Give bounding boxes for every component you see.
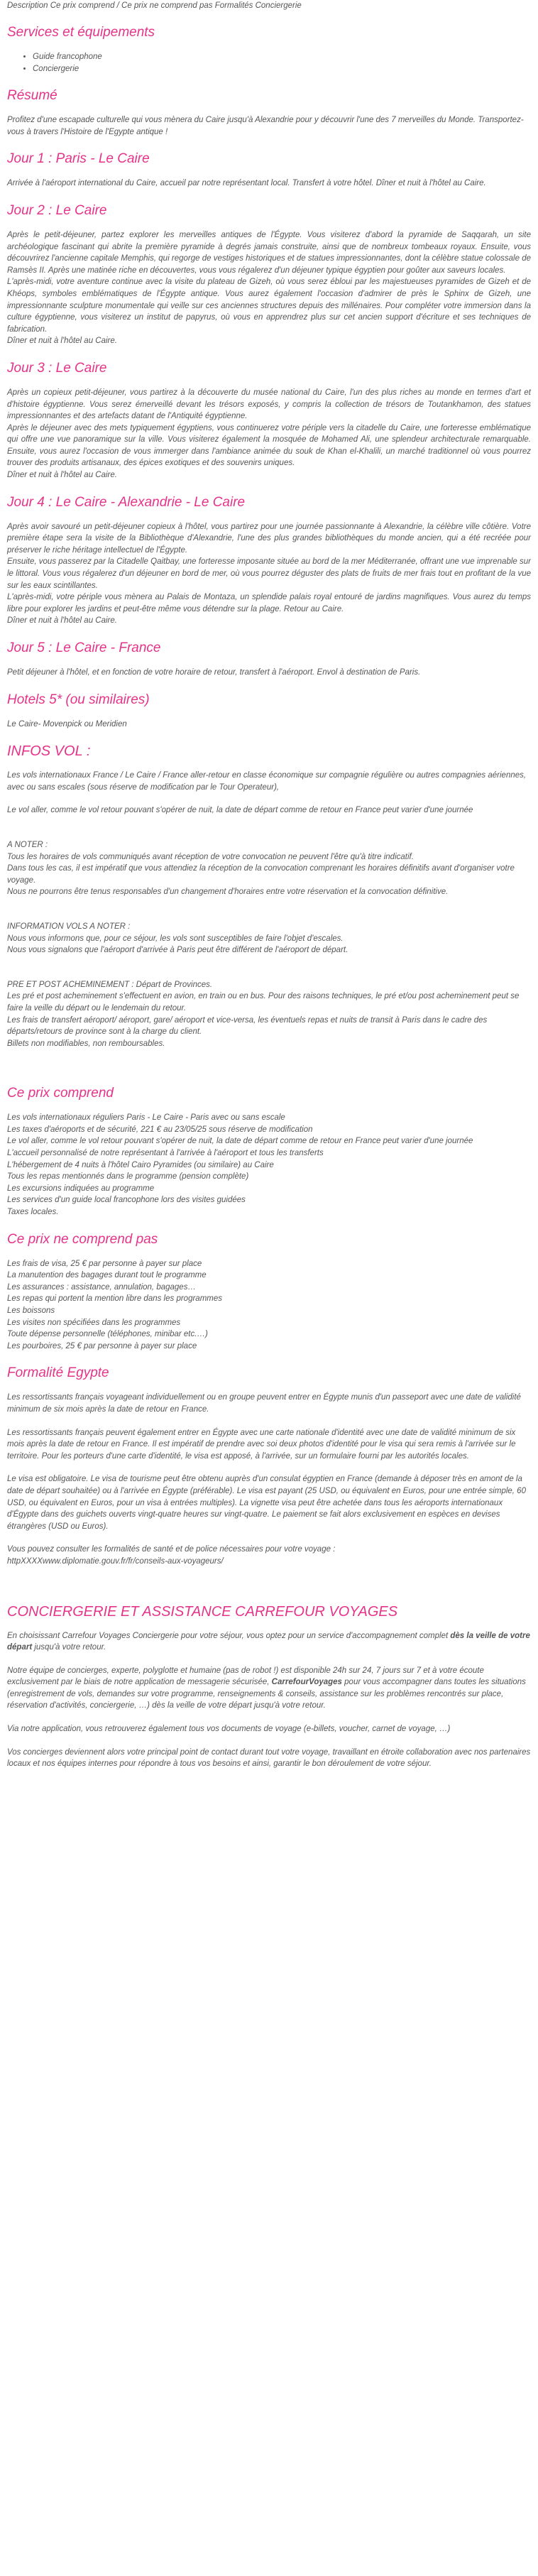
day1-heading: Jour 1 : Paris - Le Caire	[7, 151, 150, 167]
conciergerie-emphasis: dès la veille de votre départ	[7, 1631, 530, 1652]
conciergerie-heading: CONCIERGERIE ET ASSISTANCE CARREFOUR VOYAGES	[7, 1603, 398, 1620]
hotels-heading: Hotels 5* (ou similaires)	[7, 692, 150, 707]
day2-text: Après le petit-déjeuner, partez explorer les merveilles antiques de l'Égypte. Vous visiterez d'abord la pyramide de Saqqarah, un site archéologique fascinant qui abrite la première pyramide à degrés jamais construite, ainsi que de nombreux tombeaux royaux. Ensuite, vous découvrirez l'ancienne capitale Memphis, qui regorge de vestiges historiques et de statues impressionnantes, dont la célèbre statue colossale de Ramsès II. Après une matinée riche en découvertes, vous vous régalerez d'un déjeuner typique égyptien pour goûter aux saveurs locales. L'après-midi, votre aventure continue avec la visite du plateau de Gizeh, où vous serez ébloui par les majestueuses pyramides de Gizeh et de Khéops, symboles emblématiques de l'Égypte antique. Vous aurez également l'occasion d'admirer de près le Sphinx de Gizeh, une impressionnante sculpture monumentale qui veille sur ces anciennes structures depuis des millénaires. Pour compléter votre immersion dans la culture égyptienne, vous visiterez un institut de papyrus, où vous en apprendrez plus sur cet ancien support d'écriture et ses techniques de fabrication. Dîner et nuit à l'hôtel au Caire.	[7, 230, 531, 346]
day3-heading: Jour 3 : Le Caire	[7, 360, 107, 376]
infos-vol-text: Le vol aller, comme le vol retour pouvant s'opérer de nuit, la date de départ comme de retour en France peut varier d'une journée	[7, 806, 473, 815]
prix-ne-comprend-heading: Ce prix ne comprend pas	[7, 1231, 158, 1247]
day1-text: Arrivée à l'aéroport international du Caire, accueil par notre représentant local. Transfert à votre hôtel. Dîner et nuit à l'hôtel au Caire.	[7, 179, 486, 188]
services-item: • Guide francophone	[33, 51, 531, 63]
pre-post-acheminement-text: PRE ET POST ACHEMINEMENT : Départ de Provinces. Les pré et post acheminement s'effectuent en avion, en train ou en bus. Pour des raisons techniques, le pré et/ou post acheminement peut se faire la veille du départ ou le lendemain du retour. Les frais de transfert aéroport/ aéroport, gare/ aéroport et vice-versa, les éventuels repas et nuits de transit à Paris dans le cadre des départs/retours de province sont à la charge du client. Billets non modifiables, non remboursables.	[7, 980, 520, 1048]
formalite-text: Les ressortissants français peuvent également entrer en Égypte avec une carte nationale d'identité avec une date de validité minimum de six mois après la date de retour en France. Il est impératif de prendre avec soi deux photos d'identité pour le visa qui sera remis à l'arrivée sur le territoire. Pour les porteurs d'une carte d'identité, le visa est apposé, à l'arrivée, sur un formulaire fourni par les autorités locales.	[7, 1428, 516, 1461]
formalite-heading: Formalité Egypte	[7, 1365, 109, 1381]
conciergerie-text: En choisissant Carrefour Voyages Conciergerie pour votre séjour, vous optez pour un service d'accompagnement complet dès la veille de votre départ jusqu'à votre retour.	[7, 1631, 530, 1652]
prix-comprend-heading: Ce prix comprend	[7, 1086, 114, 1101]
day5-heading: Jour 5 : Le Caire - France	[7, 640, 161, 655]
conciergerie-text: Notre équipe de concierges, experte, polyglotte et humaine (pas de robot !) est disponible 24h sur 24, 7 jours sur 7 et à votre écoute exclusivement par le biais de notre application de messagerie sécurisée, CarrefourVoyages pour vous accompagner dans toutes les situations (enregistrement de vols, demandes sur votre programme, renseignements & conseils, assistance sur les problèmes rencontrés sur place, réservation d'activités, conciergerie, …) dès la veille de votre départ jusqu'à votre retour.	[7, 1666, 526, 1710]
services-list	[7, 51, 531, 75]
prix-comprend-text: Les vols internationaux réguliers Paris - Le Caire - Paris avec ou sans escale Les taxes d'aéroports et de sécurité, 221 € au 23/05/25 sous réserve de modification Le vol aller, comme le vol retour pouvant s'opérer de nuit, la date de départ comme de retour en France peut varier d'une journée L'accueil personnalisé de notre représentant à l'arrivée à l'aéroport et tous les transferts L'hébergement de 4 nuits à l'hôtel Cairo Pyramides (ou similaire) au Caire Tous les repas mentionnés dans le programme (pension complète) Les excursions indiquées au programme Les services d'un guide local francophone lors des visites guidées Taxes locales.	[7, 1113, 473, 1217]
conciergerie-app-name: CarrefourVoyages	[271, 1678, 342, 1687]
day3-text: Après un copieux petit-déjeuner, vous partirez à la découverte du musée national du Caire, l'un des plus riches au monde en termes d'art et d'histoire égyptienne. Vous serez émerveillé devant les trésors exposés, y compris la collection de trésors de Toutankhamon, des statues impressionnantes et des artefacts datant de l'Antiquité égyptienne. Après le déjeuner avec des mets typiquement égyptiens, vous continuerez votre périple vers la citadelle du Caire, une forteresse emblématique qui offre une vue panoramique sur la ville. Vous visiterez également la mosquée de Mohamed Ali, une splendeur architecturale remarquable. Ensuite, vous aurez l'occasion de vous immerger dans l'ambiance animée du souk de Khan el-Khalili, un marché traditionnel où vous pourrez trouver des produits artisanaux, des épices exotiques et des souvenirs uniques. Dîner et nuit à l'hôtel au Caire.	[7, 388, 531, 480]
day2-heading: Jour 2 : Le Caire	[7, 202, 107, 218]
day4-heading: Jour 4 : Le Caire - Alexandrie - Le Caire	[7, 494, 246, 510]
resume-heading: Résumé	[7, 88, 57, 104]
prix-ne-comprend-text: Les frais de visa, 25 € par personne à payer sur place La manutention des bagages durant tout le programme Les assurances : assistance, annulation, bagages… Les repas qui portent la mention libre dans les programmes Les boissons Les visites non spécifiées dans les programmes Toute dépense personnelle (téléphones, minibar etc.…) Les pourboires, 25 € par personne à payer sur place	[7, 1259, 222, 1350]
resume-text: Profitez d'une escapade culturelle qui vous mènera du Caire jusqu'à Alexandrie pour y découvrir l'une des 7 merveilles du Monde. Transportez-vous à travers l'Histoire de l'Egypte antique !	[7, 116, 524, 136]
description-line: Description Ce prix comprend / Ce prix ne comprend pas Formalités Conciergerie	[7, 1, 302, 10]
hotels-text: Le Caire- Movenpick ou Meridien	[7, 719, 127, 728]
services-item: • Conciergerie	[33, 63, 531, 75]
formalite-text: Le visa est obligatoire. Le visa de tourisme peut être obtenu auprès d'un consulat égyptien en France (demande à déposer très en amont de la date de départ souhaitée) ou à l'arrivée en Égypte (préférable). Le visa est payant (25 USD, ou équivalent en Euros, pour une entrée simple, 60 USD, ou équivalent en Euros, pour un visa à entrées multiples). La vignette visa peut être achetée dans tous les aéroports internationaux d'Égypte dans des guichets ouverts vingt-quatre heures sur vingt-quatre. Le paiement se fait alors exclusivement en espèces en devises étrangères (USD ou Euros).	[7, 1475, 526, 1531]
day4-text: Après avoir savouré un petit-déjeuner copieux à l'hôtel, vous partirez pour une journée passionnante à Alexandrie, la célèbre ville côtière. Votre première étape sera la visite de la Bibliothèque d'Alexandrie, l'une des plus grandes bibliothèques du monde ancien, qui a été recréée pour préserver le riche héritage intellectuel de l'Égypte. Ensuite, vous passerez par la Citadelle Qaitbay, une forteresse imposante située au bord de la mer Méditerranée, offrant une vue imprenable sur le littoral. Vous vous régalerez d'un déjeuner en bord de mer, où vous pourrez déguster des plats de fruits de mer frais tout en profitant de la vue sur les eaux scintillantes. L'après-midi, votre périple vous mènera au Palais de Montaza, un splendide palais royal entouré de jardins magnifiques. Vous aurez du temps libre pour explorer les jardins et peut-être même vous détendre sur la plage. Retour au Caire. Dîner et nuit à l'hôtel au Caire.	[7, 522, 531, 626]
information-vols-text: INFORMATION VOLS A NOTER : Nous vous informons que, pour ce séjour, les vols sont susceptibles de faire l'objet d'escales. Nous vous signalons que l'aéroport d'arrivée à Paris peut être différent de l'aéroport de départ.	[7, 922, 348, 955]
a-noter-text: A NOTER : Tous les horaires de vols communiqués avant réception de votre convocation ne peuvent l'être qu'à titre indicatif. Dans tous les cas, il est impératif que vous attendiez la réception de la convocation comprenant les horaires définitifs avant d'organiser votre voyage. Nous ne pourrons être tenus responsables d'un changement d'horaires entre votre réservation et la convocation définitive.	[7, 840, 515, 897]
conciergerie-text: Via notre application, vous retrouverez également tous vos documents de voyage (e-billets, voucher, carnet de voyage, …)	[7, 1725, 451, 1734]
formalite-text: Les ressortissants français voyageant individuellement ou en groupe peuvent entrer en Égypte munis d'un passeport avec une date de validité minimum de six mois après la date de retour en France.	[7, 1393, 521, 1414]
formalite-text: Vous pouvez consulter les formalités de santé et de police nécessaires pour votre voyage : httpXXXXwww.diplomatie.gouv.fr/fr/conseils-aux-voyageurs/	[7, 1545, 336, 1566]
day5-text: Petit déjeuner à l'hôtel, et en fonction de votre horaire de retour, transfert à l'aéroport. Envol à destination de Paris.	[7, 668, 421, 677]
infos-vol-heading: INFOS VOL :	[7, 743, 91, 760]
services-heading: Services et équipements	[7, 25, 155, 40]
infos-vol-text: Les vols internationaux France / Le Caire / France aller-retour en classe économique sur compagnie régulière ou autres compagnies aériennes, avec ou sans escales (sous réserve de modification par le Tour Operateur),	[7, 771, 527, 792]
conciergerie-text: Vos concierges deviennent alors votre principal point de contact durant tout votre voyage, travaillant en étroite collaboration avec nos partenaires locaux et nos équipes internes pour répondre à tous vos besoins et ainsi, garantir le bon déroulement de votre séjour.	[7, 1747, 531, 1769]
